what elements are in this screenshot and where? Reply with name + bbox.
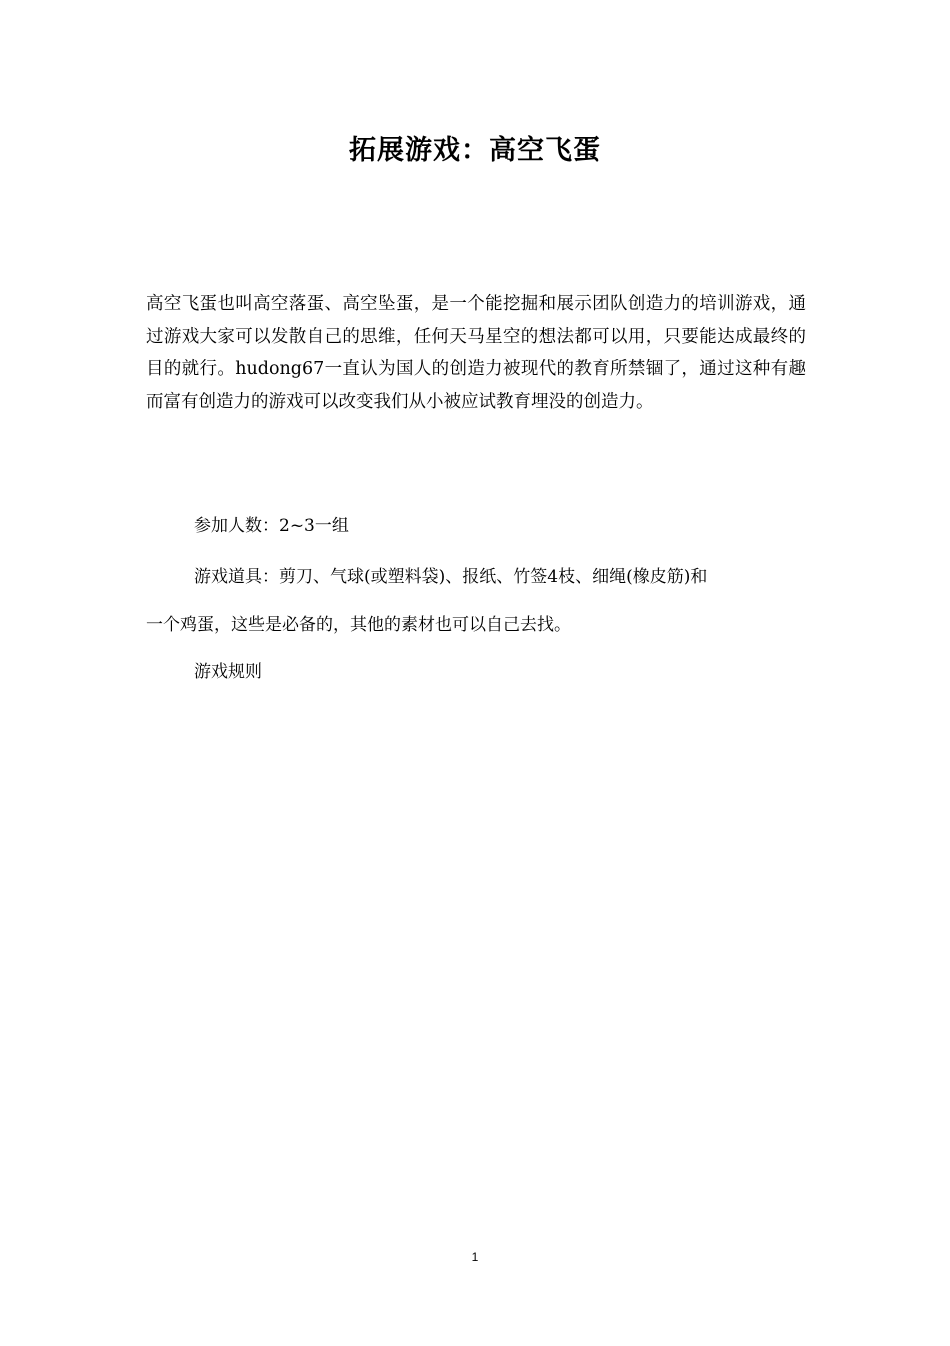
page-number: 1: [471, 1250, 479, 1264]
rules-heading: 游戏规则: [194, 662, 262, 682]
props-line-2: 一个鸡蛋，这些是必备的，其他的素材也可以自己去找。: [146, 615, 571, 635]
page-title: 拓展游戏：高空飞蛋: [349, 135, 601, 166]
participants-line: 参加人数：2~3一组: [194, 516, 349, 536]
props-line-1: 游戏道具：剪刀、气球(或塑料袋)、报纸、竹签4枝、细绳(橡皮筋)和: [194, 567, 708, 587]
intro-paragraph: 高空飞蛋也叫高空落蛋、高空坠蛋，是一个能挖掘和展示团队创造力的培训游戏，通过游戏大家可以发散自己的思维，任何天马星空的想法都可以用，只要能达成最终的目的就行。hudong67一直认为国人的创造力被现代的教育所禁锢了，通过这种有趣而富有创造力的游戏可以改变我们从小被应试教育埋没的创造力。: [146, 294, 806, 412]
